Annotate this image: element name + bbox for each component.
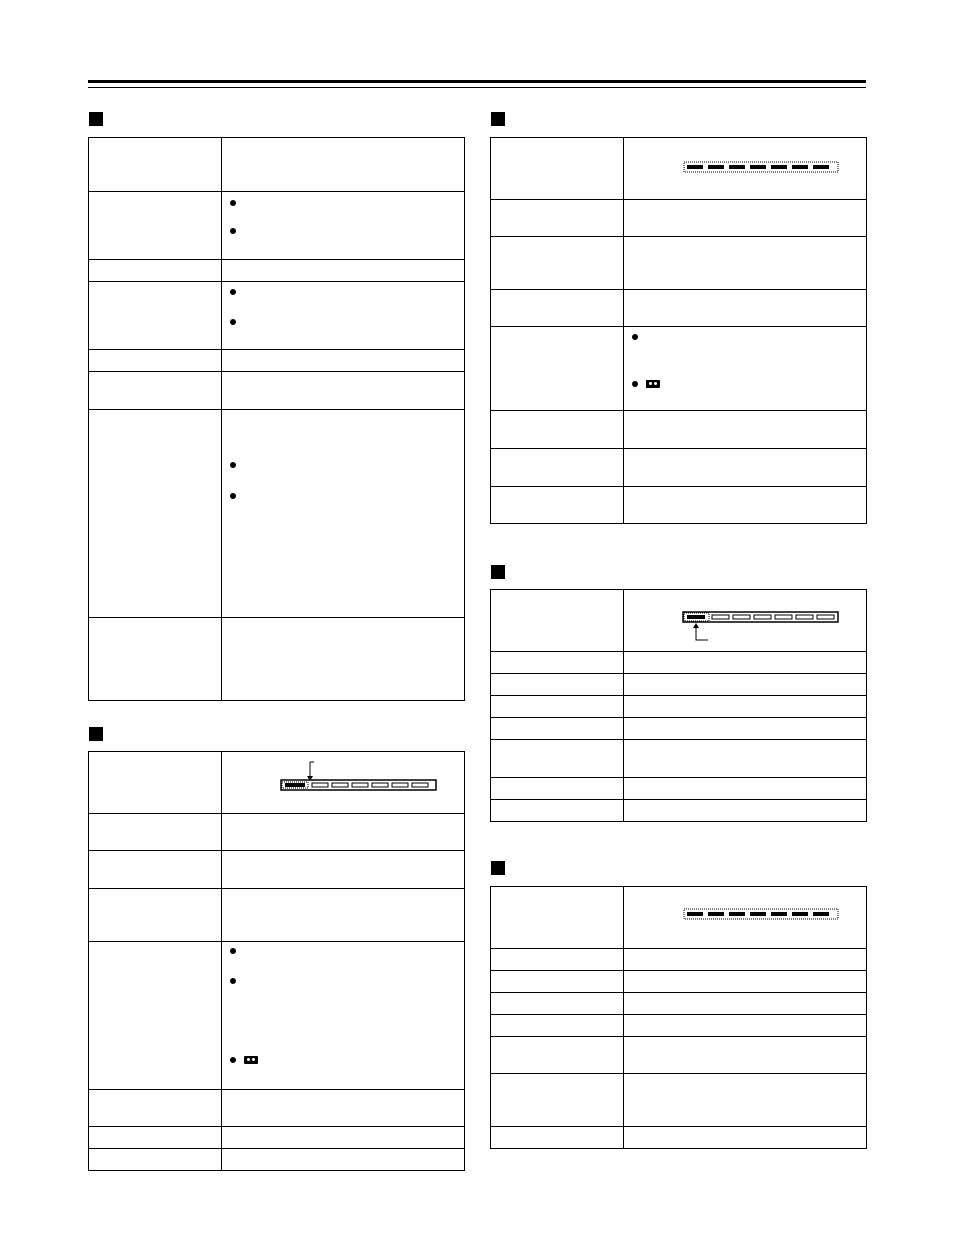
section-e-marker bbox=[491, 861, 505, 875]
table-cell bbox=[222, 1149, 465, 1171]
bullet-icon bbox=[230, 462, 236, 468]
table-row bbox=[89, 138, 465, 192]
table-cell bbox=[491, 993, 624, 1015]
bullet-icon bbox=[230, 1057, 236, 1063]
table-cell bbox=[491, 674, 624, 696]
table-cell bbox=[624, 1074, 867, 1127]
table-cell bbox=[624, 993, 867, 1015]
table-cell bbox=[624, 674, 867, 696]
table-row bbox=[491, 590, 867, 652]
table-cell bbox=[222, 1090, 465, 1127]
segment-display-icon bbox=[682, 905, 844, 927]
table-row bbox=[491, 696, 867, 718]
table-row bbox=[491, 411, 867, 449]
table-cell bbox=[491, 138, 624, 200]
table-row bbox=[89, 889, 465, 942]
table-cell bbox=[491, 449, 624, 487]
table-cell bbox=[491, 652, 624, 674]
table-cell bbox=[89, 618, 222, 701]
table-cell bbox=[491, 800, 624, 822]
table-cell bbox=[222, 410, 465, 618]
table-cell bbox=[89, 282, 222, 350]
bullet-icon bbox=[230, 319, 236, 325]
section-c-table bbox=[490, 137, 867, 524]
header-rule-thick bbox=[88, 80, 866, 83]
table-row bbox=[89, 1149, 465, 1171]
table-row bbox=[89, 260, 465, 282]
table-cell bbox=[624, 449, 867, 487]
cassette-tape-icon bbox=[244, 1056, 258, 1064]
section-c-marker bbox=[491, 112, 505, 126]
table-row bbox=[491, 718, 867, 740]
table-cell bbox=[89, 372, 222, 410]
table-row bbox=[491, 290, 867, 327]
table-row bbox=[491, 652, 867, 674]
table-cell bbox=[491, 1074, 624, 1127]
table-row bbox=[89, 410, 465, 618]
table-cell bbox=[222, 942, 465, 1090]
table-cell bbox=[624, 200, 867, 237]
bullet-icon bbox=[230, 978, 236, 984]
table-row bbox=[491, 1127, 867, 1149]
table-cell bbox=[222, 282, 465, 350]
segment-display-icon bbox=[682, 608, 844, 644]
table-cell bbox=[624, 887, 867, 949]
section-d-table bbox=[490, 589, 867, 822]
table-cell bbox=[491, 237, 624, 290]
table-row bbox=[491, 1015, 867, 1037]
bullet-icon bbox=[230, 289, 236, 295]
table-cell bbox=[491, 1037, 624, 1074]
bullet-icon bbox=[230, 493, 236, 499]
table-row bbox=[491, 138, 867, 200]
table-cell bbox=[624, 138, 867, 200]
table-cell bbox=[89, 350, 222, 372]
table-cell bbox=[491, 1015, 624, 1037]
table-cell bbox=[222, 350, 465, 372]
table-cell bbox=[89, 410, 222, 618]
bullet-icon bbox=[230, 948, 236, 954]
table-cell bbox=[624, 971, 867, 993]
table-row bbox=[89, 752, 465, 814]
table-cell bbox=[491, 971, 624, 993]
table-row bbox=[89, 1127, 465, 1149]
section-a-marker bbox=[89, 112, 103, 126]
table-row bbox=[491, 740, 867, 778]
table-cell bbox=[222, 192, 465, 260]
table-cell bbox=[624, 696, 867, 718]
table-row bbox=[491, 327, 867, 411]
table-cell bbox=[89, 192, 222, 260]
table-row bbox=[491, 449, 867, 487]
table-row bbox=[491, 800, 867, 822]
bullet-icon bbox=[632, 381, 638, 387]
table-cell bbox=[624, 590, 867, 652]
table-cell bbox=[491, 887, 624, 949]
table-cell bbox=[624, 290, 867, 327]
table-cell bbox=[491, 487, 624, 524]
cassette-tape-icon bbox=[646, 380, 660, 388]
table-cell bbox=[222, 1127, 465, 1149]
table-cell bbox=[491, 327, 624, 411]
table-row bbox=[491, 487, 867, 524]
table-cell bbox=[491, 411, 624, 449]
table-row bbox=[89, 814, 465, 851]
table-cell bbox=[89, 1127, 222, 1149]
table-cell bbox=[89, 752, 222, 814]
section-a-table bbox=[88, 137, 465, 701]
bullet-icon bbox=[230, 200, 236, 206]
table-cell bbox=[624, 1015, 867, 1037]
table-row bbox=[491, 1074, 867, 1127]
table-cell bbox=[624, 327, 867, 411]
table-row bbox=[89, 282, 465, 350]
table-cell bbox=[624, 949, 867, 971]
table-row bbox=[89, 618, 465, 701]
table-cell bbox=[624, 411, 867, 449]
table-cell bbox=[624, 740, 867, 778]
table-row bbox=[89, 851, 465, 889]
section-e-table bbox=[490, 886, 867, 1149]
table-cell bbox=[624, 800, 867, 822]
table-row bbox=[89, 1090, 465, 1127]
table-cell bbox=[222, 851, 465, 889]
table-row bbox=[491, 200, 867, 237]
table-row bbox=[89, 372, 465, 410]
section-d-marker bbox=[491, 565, 505, 579]
table-cell bbox=[624, 652, 867, 674]
table-row bbox=[491, 674, 867, 696]
section-b-marker bbox=[89, 727, 103, 741]
table-cell bbox=[89, 1149, 222, 1171]
table-cell bbox=[491, 590, 624, 652]
table-cell bbox=[624, 1127, 867, 1149]
table-cell bbox=[491, 778, 624, 800]
table-cell bbox=[89, 942, 222, 1090]
table-cell bbox=[222, 752, 465, 814]
table-cell bbox=[491, 740, 624, 778]
table-cell bbox=[89, 889, 222, 942]
table-row bbox=[491, 949, 867, 971]
table-row bbox=[491, 1037, 867, 1074]
table-cell bbox=[624, 1037, 867, 1074]
table-row bbox=[491, 887, 867, 949]
table-row bbox=[89, 350, 465, 372]
segment-display-icon bbox=[280, 760, 440, 802]
table-cell bbox=[491, 290, 624, 327]
table-cell bbox=[222, 889, 465, 942]
table-row bbox=[491, 993, 867, 1015]
section-b-table bbox=[88, 751, 465, 1171]
table-row bbox=[491, 237, 867, 290]
table-cell bbox=[624, 718, 867, 740]
segment-display-icon bbox=[682, 158, 844, 180]
table-row bbox=[89, 192, 465, 260]
table-cell bbox=[491, 1127, 624, 1149]
table-cell bbox=[222, 260, 465, 282]
table-cell bbox=[222, 814, 465, 851]
table-cell bbox=[89, 851, 222, 889]
table-cell bbox=[491, 718, 624, 740]
table-cell bbox=[624, 237, 867, 290]
table-cell bbox=[222, 138, 465, 192]
table-cell bbox=[89, 260, 222, 282]
bullet-icon bbox=[230, 228, 236, 234]
table-cell bbox=[491, 949, 624, 971]
table-row bbox=[491, 971, 867, 993]
table-cell bbox=[491, 696, 624, 718]
table-cell bbox=[89, 814, 222, 851]
table-row bbox=[89, 942, 465, 1090]
table-cell bbox=[624, 778, 867, 800]
table-cell bbox=[222, 372, 465, 410]
table-cell bbox=[491, 200, 624, 237]
header-rule-thin bbox=[88, 87, 866, 88]
table-cell bbox=[222, 618, 465, 701]
table-cell bbox=[89, 1090, 222, 1127]
bullet-icon bbox=[632, 334, 638, 340]
table-row bbox=[491, 778, 867, 800]
table-cell bbox=[624, 487, 867, 524]
table-cell bbox=[89, 138, 222, 192]
